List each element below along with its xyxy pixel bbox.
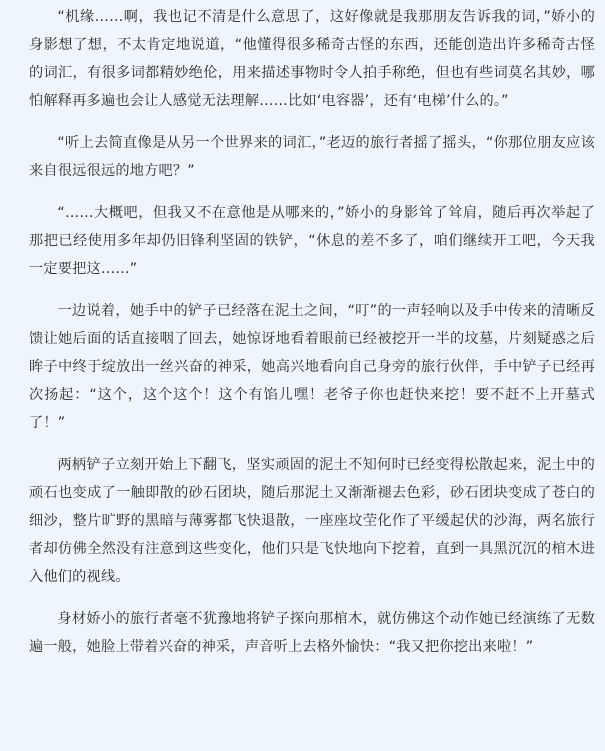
paragraph-5: 两柄铲子立刻开始上下翻飞，坚实顽固的泥土不知何时已经变得松散起来，泥土中的顽石也变成了一触即散的砂石团块，随后那泥土又渐渐褪去色彩，砂石团块变成了苍白的细沙，整片旷野的黑暗与薄雾都飞快退散，一座座坟茔化作了平缓起伏的沙海，两名旅行者却仿佛全然没有注意到这些变化，他们只是飞快地向下挖着，直到一具黑沉沉的棺木进入他们的视线。	[29, 457, 595, 585]
paragraph-6: 身材娇小的旅行者毫不犹豫地将铲子探向那棺木，就仿佛这个动作她已经演练了无数遍一般，她脸上带着兴奋的神采，声音听上去格外愉快：“我又把你挖出来啦！”	[29, 611, 595, 655]
paragraph-4: 一边说着，她手中的铲子已经落在泥土之间，“叮”的一声轻响以及手中传来的清晰反馈让她后面的话直接咽了回去，她惊讶地看着眼前已经被挖开一半的坟墓，片刻疑惑之后眸子中终于绽放出一丝兴奋的神采，她高兴地看向自己身旁的旅行伙伴，手中铲子已经再次扬起：“这个，这个这个！这个有馅儿嘿！老爷子你也赶快来挖！要不赶不上开墓式了！”	[29, 303, 595, 431]
paragraph-2: “听上去简直像是从另一个世界来的词汇，”老迈的旅行者摇了摇头，“你那位朋友应该来自很远很远的地方吧？”	[29, 135, 595, 179]
paragraph-1: “机缘……啊，我也记不清是什么意思了，这好像就是我那朋友告诉我的词，”娇小的身影想了想，不太肯定地说道，“他懂得很多稀奇古怪的东西，还能创造出许多稀奇古怪的词汇，有很多词都精妙绝伦，用来描述事物时令人拍手称绝，但也有些词莫名其妙，哪怕解释再多遍也会让人感觉无法理解……比如‘电容器’，还有‘电梯’什么的。”	[29, 9, 595, 109]
paragraph-3: “……大概吧，但我又不在意他是从哪来的，”娇小的身影耸了耸肩，随后再次举起了那把已经使用多年却仍旧锋利坚固的铁铲，“休息的差不多了，咱们继续开工吧，今天我一定要把这……”	[29, 205, 595, 277]
